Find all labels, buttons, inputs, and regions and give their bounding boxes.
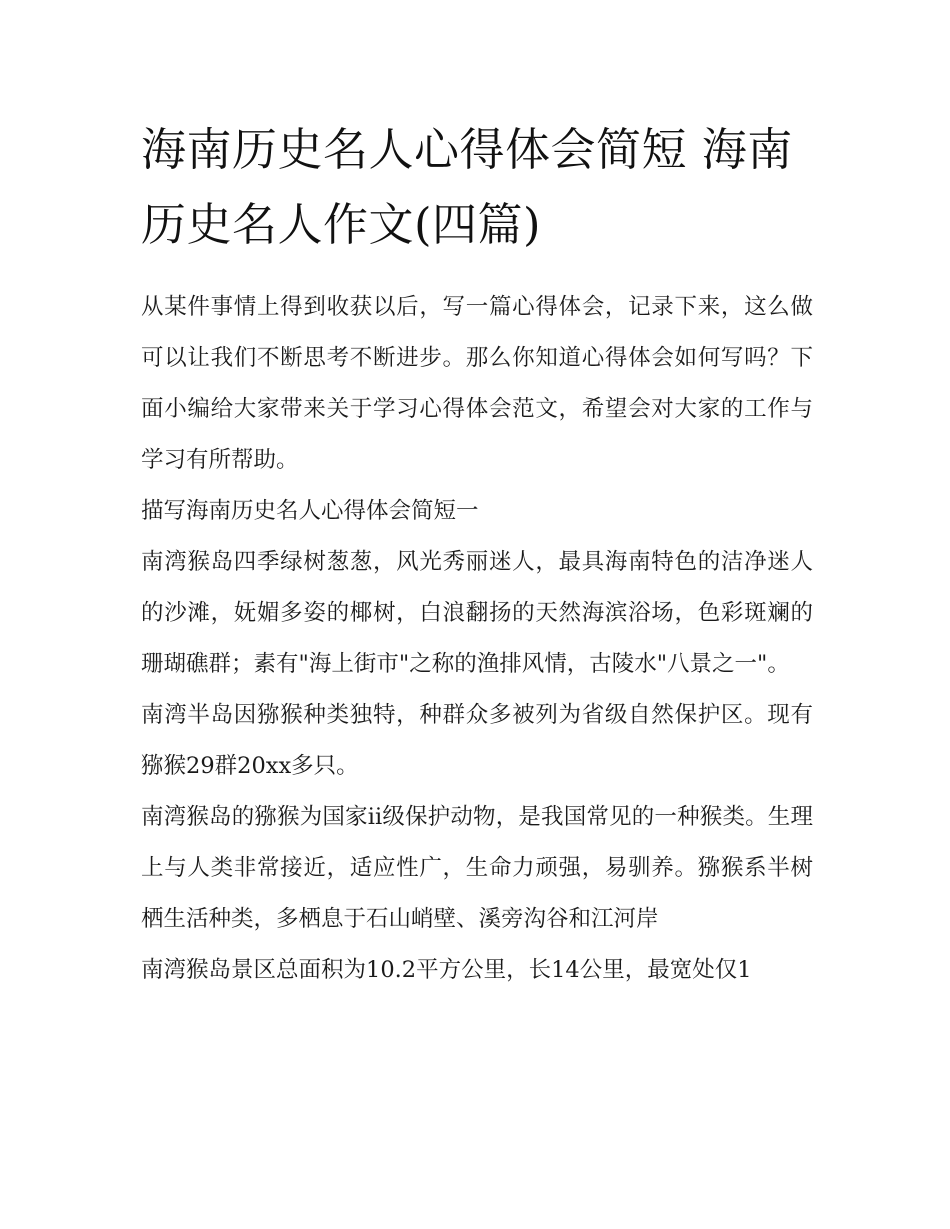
body-paragraph: 南湾猴岛景区总面积为10.2平方公里，长14公里，最宽处仅1 [141,957,752,983]
document-title: 海南历史名人心得体会简短 海南历史名人作文(四篇) [141,123,793,251]
body-paragraph: 南湾半岛因猕猴种类独特，种群众多被列为省级自然保护区。现有猕猴29群20xx多只。 [141,702,813,779]
body-paragraph: 南湾猴岛的猕猴为国家ii级保护动物，是我国常见的一种猴类。生理上与人类非常接近，适应性广，生命力顽强，易驯养。猕猴系半树栖生活种类，多栖息于石山峭壁、溪旁沟谷和江河岸 [141,804,813,932]
intro-paragraph: 从某件事情上得到收获以后，写一篇心得体会，记录下来，这么做可以让我们不断思考不断进步。那么你知道心得体会如何写吗？下面小编给大家带来关于学习心得体会范文，希望会对大家的工作与学习有所帮助。 [141,294,813,473]
document-body [141,282,813,996]
section-heading: 描写海南历史名人心得体会简短一 [141,498,479,524]
document-page [141,112,813,996]
body-paragraph: 南湾猴岛四季绿树葱葱，风光秀丽迷人，最具海南特色的洁净迷人的沙滩，妩媚多姿的椰树，白浪翻扬的天然海滨浴场，色彩斑斓的珊瑚礁群；素有"海上街市"之称的渔排风情，古陵水"八景之一"。 [141,549,813,677]
